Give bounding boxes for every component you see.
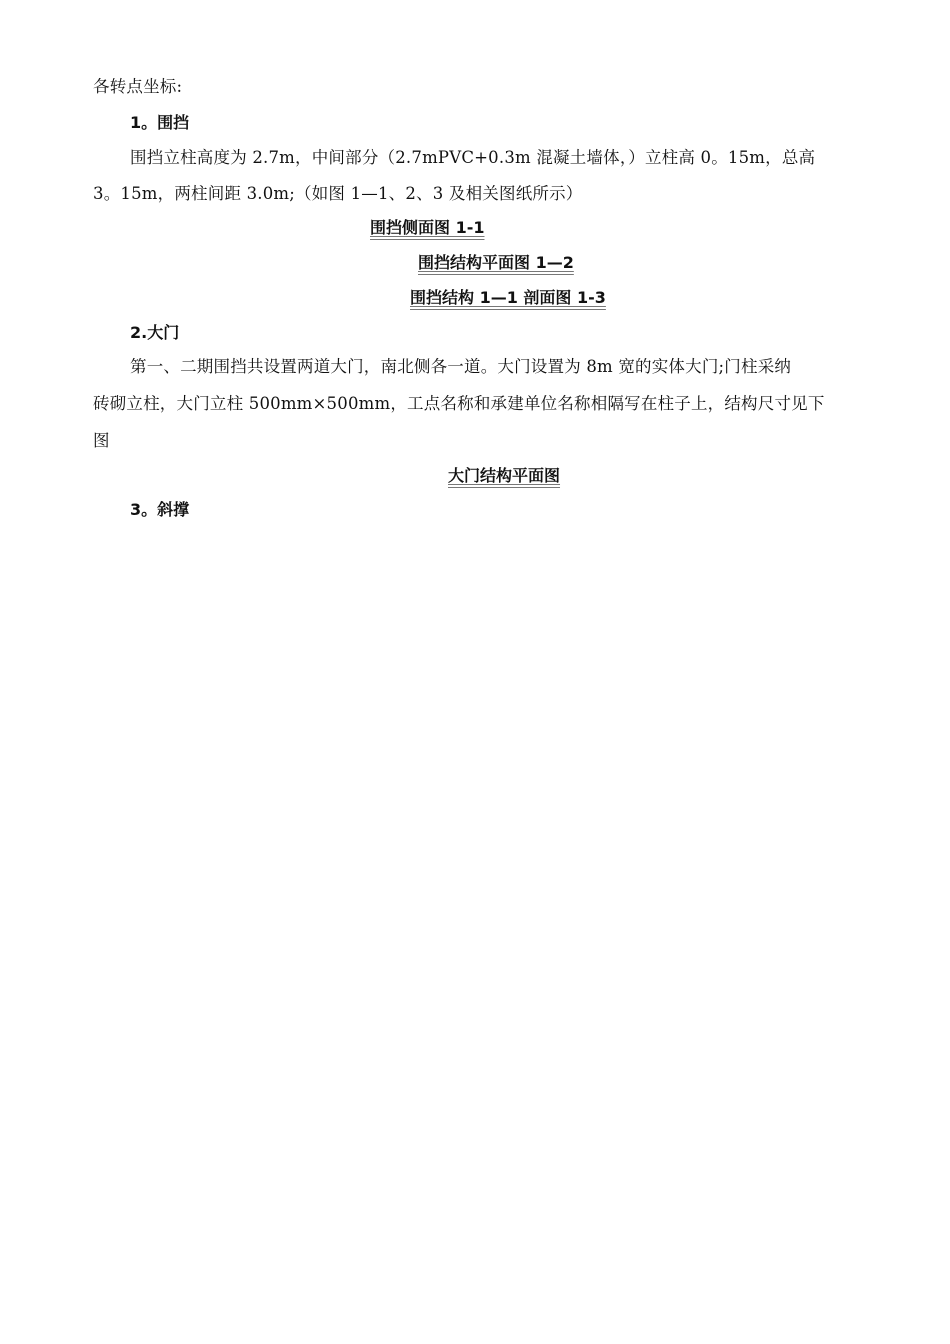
section-heading-gate: 2.大门 [130,323,180,342]
gate-paragraph-line-2: 砖砌立柱，大门立柱 500mm×500mm，工点名称和承建单位名称相隔写在柱子上，结构尺寸见下 [93,394,825,413]
enclosure-paragraph-line-1: 围挡立柱高度为 2.7m，中间部分（2.7mPVC+0.3m 混凝土墙体，）立柱高 0。15m，总高 [130,148,816,167]
enclosure-paragraph-line-2: 3。15m，两柱间距 3.0m;（如图 1—1、2、3 及相关图纸所示） [93,184,583,203]
figure-caption-1-1: 围挡侧面图 1-1 [370,218,485,237]
gate-paragraph-line-1: 第一、二期围挡共设置两道大门，南北侧各一道。大门设置为 8m 宽的实体大门;门柱采纳 [130,357,792,376]
intro-heading: 各转点坐标: [93,77,183,96]
figure-caption-1-3: 围挡结构 1—1 剖面图 1-3 [410,288,606,307]
gate-paragraph-line-3: 图 [93,431,110,450]
section-heading-enclosure: 1。围挡 [130,113,190,132]
figure-caption-gate-plan: 大门结构平面图 [448,466,561,485]
section-heading-brace: 3。斜撑 [130,500,190,519]
figure-caption-1-2: 围挡结构平面图 1—2 [418,253,574,272]
